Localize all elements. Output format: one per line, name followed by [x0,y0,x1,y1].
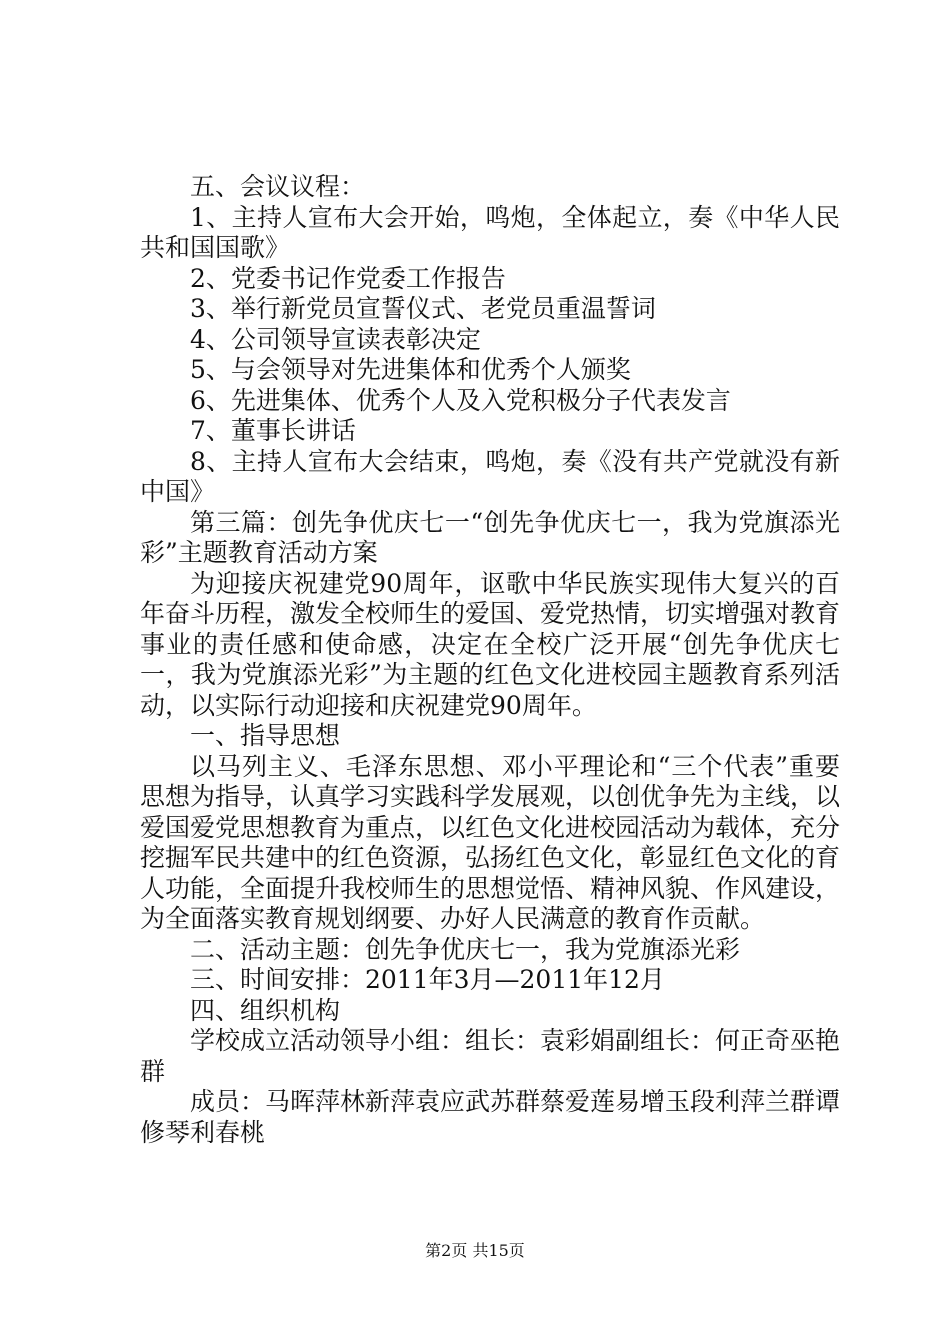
agenda-item-5: 5、与会领导对先进集体和优秀个人颁奖 [190,355,631,384]
activity-theme: 二、活动主题：创先争优庆七一，我为党旗添光彩 [190,934,741,964]
page-number: 第2页 共15页 [425,1241,525,1260]
agenda-heading: 五、会议议程： [190,172,366,201]
document-body [140,172,840,1148]
schedule: 三、时间安排：2011年3月—2011年12月 [190,965,665,994]
guiding-thought-paragraph: 以马列主义、毛泽东思想、邓小平理论和“三个代表”重要思想为指导，认真学习实践科学发展观，以创优争先为主线，以爱国爱党思想教育为重点，以红色文化进校园活动为载体，充分挖掘军民共建中的红色资源，弘扬红色文化，彰显红色文化的育人功能，全面提升我校师生的思想觉悟、精神风貌、作风建设，为全面落实教育规划纲要、办好人民满意的教育作贡献。 [140,751,841,933]
agenda-item-4: 4、公司领导宣读表彰决定 [190,324,481,354]
agenda-item-8: 8、主持人宣布大会结束，鸣炮，奏《没有共产党就没有新中国》 [140,446,840,506]
intro-paragraph: 为迎接庆祝建党90周年，讴歌中华民族实现伟大复兴的百年奋斗历程，激发全校师生的爱国、爱党热情，切实增强对教育事业的责任感和使命感，决定在全校广泛开展“创先争优庆七一，我为党旗添光彩”为主题的红色文化进校园主题教育系列活动，以实际行动迎接和庆祝建党90周年。 [140,568,841,720]
agenda-item-2: 2、党委书记作党委工作报告 [190,263,506,293]
members: 成员：马晖萍林新萍袁应武苏群蔡爱莲易增玉段利萍兰群谭修琴利春桃 [140,1087,841,1147]
guiding-thought-heading: 一、指导思想 [190,721,341,750]
leadership-group: 学校成立活动领导小组：组长：袁彩娟副组长：何正奇巫艳群 [140,1026,841,1086]
agenda-item-3: 3、举行新党员宣誓仪式、老党员重温誓词 [190,294,656,323]
section-title: 第三篇：创先争优庆七一“创先争优庆七一，我为党旗添光彩”主题教育活动方案 [140,507,840,567]
organization-heading: 四、组织机构 [190,995,341,1025]
agenda-item-1: 1、主持人宣布大会开始，鸣炮，全体起立，奏《中华人民共和国国歌》 [140,202,840,262]
agenda-item-7: 7、董事长讲话 [190,416,356,445]
agenda-item-6: 6、先进集体、优秀个人及入党积极分子代表发言 [190,385,731,415]
